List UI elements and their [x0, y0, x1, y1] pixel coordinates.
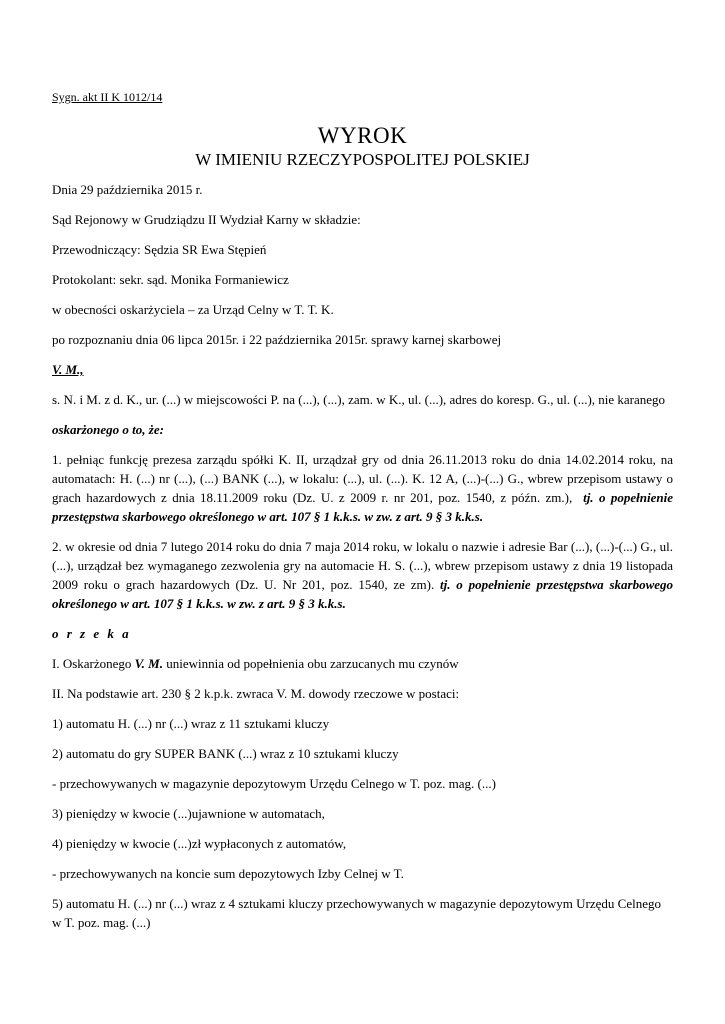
- charge-text: 1. pełniąc funkcję prezesa zarządu spółki K. II, urządzał gry od dnia 26.11.2013 roku do dnia 14.02.2014 roku, na automatach: H. (...) nr (...), (...) BANK (...), w lokalu: (...), ul. (...). K. 12 A, (...)-(...) G., wbrew przepisom ustawy o grach hazardowych z dnia 18.11.2009 roku (Dz. U. z 2009 r. nr 201, poz. 1540, z późn. zm.),: [52, 452, 673, 505]
- charge-qualification: tj. o popełnienie przestępstwa skarbowego określonego w art. 107 § 1 k.k.s. w zw. z art. 9 § 3 k.k.s.: [52, 490, 674, 524]
- document-title: WYROK: [317, 123, 408, 148]
- presiding-judge: Przewodniczący: Sędzia SR Ewa Stępień: [52, 242, 267, 257]
- court-composition: Sąd Rejonowy w Grudziądzu II Wydział Karny w składzie:: [52, 212, 361, 227]
- hearing-dates: po rozpoznaniu dnia 06 lipca 2015r. i 22 października 2015r. sprawy karnej skarbowej: [52, 332, 502, 347]
- defendant-name: V. M.,: [52, 362, 84, 377]
- prosecutor-presence: w obecności oskarżyciela – za Urząd Celny w T. T. K.: [52, 302, 334, 317]
- court-clerk: Protokolant: sekr. sąd. Monika Formaniewicz: [52, 272, 289, 287]
- ruling-suffix: uniewinnia od popełnienia obu zarzucanych mu czynów: [162, 656, 459, 671]
- evidence-item: 4) pieniędzy w kwocie (...)zł wypłaconych z automatów,: [52, 836, 347, 851]
- defendant-details: s. N. i M. z d. K., ur. (...) w miejscowości P. na (...), (...), zam. w K., ul. (...), adres do koresp. G., ul. (...), nie karanego: [52, 392, 666, 407]
- evidence-storage-note: - przechowywanych w magazynie depozytowym Urzędu Celnego w T. poz. mag. (...): [52, 776, 496, 791]
- charge-qualification: tj. o popełnienie przestępstwa skarbowego określonego w art. 107 § 1 k.k.s. w zw. z art. 9 § 3 k.k.s.: [52, 577, 674, 611]
- charge-paragraph: [52, 450, 673, 526]
- ruling-prefix: I. Oskarżonego: [52, 656, 135, 671]
- evidence-item: 5) automatu H. (...) nr (...) wraz z 4 sztukami kluczy przechowywanych w magazynie depozytowym Urzędu Celnego w T. poz. mag. (...): [52, 896, 661, 930]
- evidence-item: 2) automatu do gry SUPER BANK (...) wraz z 10 sztukami kluczy: [52, 746, 399, 761]
- document-subtitle: W IMIENIU RZECZYPOSPOLITEJ POLSKIEJ: [195, 150, 530, 169]
- evidence-item: 1) automatu H. (...) nr (...) wraz z 11 sztukami kluczy: [52, 716, 330, 731]
- ruling-defendant-name: V. M.: [134, 656, 163, 671]
- document-body: [52, 88, 673, 932]
- ruling-point-two: II. Na podstawie art. 230 § 2 k.p.k. zwraca V. M. dowody rzeczowe w postaci:: [52, 686, 460, 701]
- charge-text: 2. w okresie od dnia 7 lutego 2014 roku do dnia 7 maja 2014 roku, w lokalu o nazwie i adresie Bar (...), (...)-(...) G., ul. (...), urządzał bez wymaganego zezwolenia gry na automacie H. S. (...), wbrew przepisom ustawy z dnia 19 listopada 2009 roku o grach hazardowych (Dz. U. Nr 201, poz. 1540, ze zm).: [52, 539, 673, 592]
- evidence-item: 3) pieniędzy w kwocie (...)ujawnione w automatach,: [52, 806, 325, 821]
- ruling-point-one: [52, 654, 673, 673]
- evidence-storage-note: - przechowywanych na koncie sum depozytowych Izby Celnej w T.: [52, 866, 404, 881]
- judgment-date: Dnia 29 października 2015 r.: [52, 182, 203, 197]
- case-number: Sygn. akt II K 1012/14: [52, 90, 163, 104]
- orzeka-heading: o r z e k a: [52, 626, 132, 641]
- accused-heading: oskarżonego o to, że:: [52, 422, 164, 437]
- charge-paragraph: [52, 537, 673, 613]
